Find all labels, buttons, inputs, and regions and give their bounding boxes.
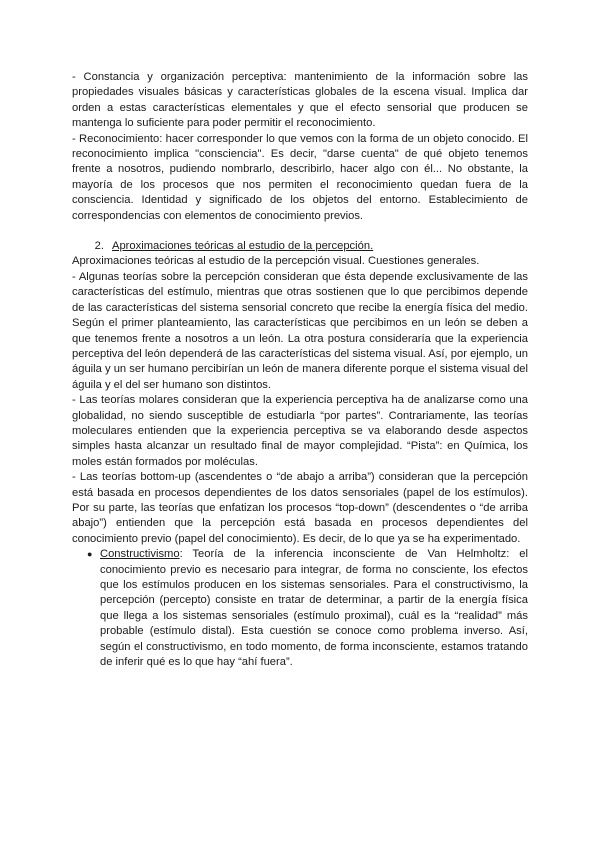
spacer	[72, 224, 528, 239]
paragraph-bottom-up-top-down: - Las teorías bottom-up (ascendentes o “de abajo a arriba”) consideran que la percepción está basada en procesos dependientes de los datos sensoriales (papel de los estímulos). Por su parte, las teorías que enfatizan los procesos “top-down” (descendentes o “de arriba abajo”) entienden que la percepción está basada en procesos dependientes del conocimiento previo (papel del conocimiento). Es decir, de lo que ya se ha experimentado.	[72, 471, 528, 545]
bullet-constructivismo	[72, 547, 528, 670]
paragraph-estimulo-sistema: - Algunas teorías sobre la percepción consideran que ésta depende exclusivamente de las características del estímulo, mientras que otras sostienen que lo que percibimos depende de las características del sistema sensorial concreto que recibe la energía física del medio. Según el primer planteamiento, las características que percibimos en un león se deben a que tenemos frente a nosotros a un león. La otra postura consideraría que la experiencia perceptiva del león dependerá de las características del sistema visual. Así, por ejemplo, un águila y un ser humano percibirían un león de manera diferente porque el sistema visual del águila y el del ser humano son distintos.	[72, 270, 528, 391]
paragraph-reconocimiento: - Reconocimiento: hacer corresponder lo que vemos con la forma de un objeto conocido. El reconocimiento implica "consciencia". Es decir, "darse cuenta" de qué objeto tenemos frente a nosotros, pudiendo nombrarlo, describirlo, hacer algo con él... No obstante, la mayoría de los procesos que nos permiten el reconocimiento quedan fuera de la consciencia. Identidad y significado de los objetos del entorno. Establecimiento de correspondencias con elementos de conocimiento previos.	[72, 132, 528, 222]
paragraph-subtitle: Aproximaciones teóricas al estudio de la percepción visual. Cuestiones generales.	[72, 255, 480, 268]
section-heading	[72, 239, 528, 254]
document-page	[72, 70, 528, 670]
section-title: Aproximaciones teóricas al estudio de la percepción.	[112, 240, 374, 253]
bullet-icon: ●	[87, 549, 93, 560]
bullet-term: Constructivismo	[100, 548, 180, 561]
section-number: 2.	[94, 240, 104, 253]
paragraph-constancia: - Constancia y organización perceptiva: mantenimiento de la información sobre las propiedades visuales básicas y características globales de la escena visual. Implica dar orden a estas características elementales y que el efecto sensorial que producen se mantenga lo suficiente para poder permitir el reconocimiento.	[72, 71, 528, 130]
bullet-text: : Teoría de la inferencia inconsciente de Van Helmholtz: el conocimiento previo es necesario para integrar, de forma no consciente, los efectos que los estímulos producen en los sistemas sensoriales. Para el constructivismo, la percepción (percepto) consiste en tratar de determinar, a partir de la energía física que llega a los sistemas sensoriales (estímulo proximal), cuál es la “realidad” más probable (estímulo distal). Esta cuestión se conoce como problema inverso. Así, según el constructivismo, en todo momento, de forma inconsciente, estamos tratando de inferir qué es lo que hay “ahí fuera”.	[100, 548, 528, 669]
paragraph-molares-moleculares: - Las teorías molares consideran que la experiencia perceptiva ha de analizarse como una globalidad, no siendo susceptible de estudiarla “por partes”. Contrariamente, las teorías moleculares entienden que la experiencia perceptiva se va elaborando desde aspectos simples hasta alcanzar un resultado final de mayor complejidad. “Pista”: en Química, los moles están formados por moléculas.	[72, 394, 528, 468]
